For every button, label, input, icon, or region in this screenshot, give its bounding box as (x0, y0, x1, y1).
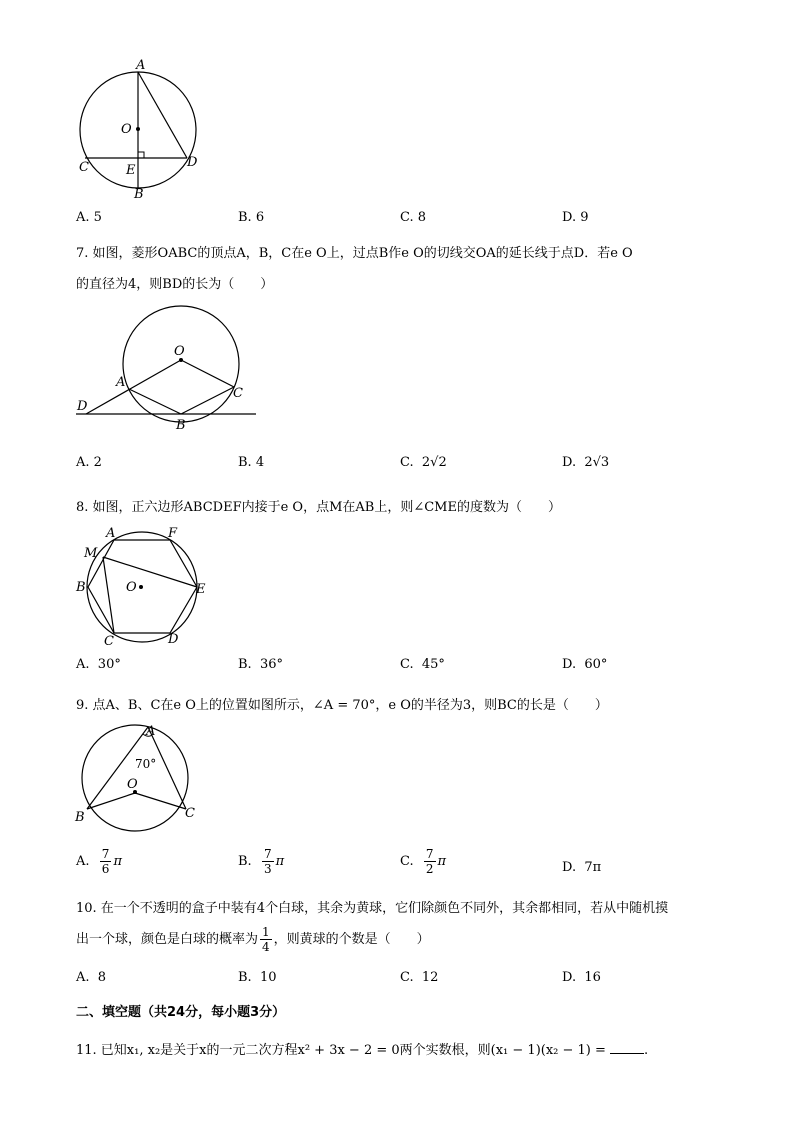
q8-stem-line1: 8. 如图，正六边形ABCDEF内接于e O，点M在AB上，则∠CME的度数为（ ） (76, 500, 561, 515)
q8-label-o: O (126, 580, 137, 595)
q7-option-c[interactable]: C. 2√2 (400, 455, 447, 470)
q8-label-m: M (84, 546, 98, 561)
q7-label-a: A (116, 375, 126, 390)
q6-label-a: A (136, 58, 146, 73)
q9-figure (72, 722, 207, 837)
q8-label-c: C (104, 634, 114, 649)
q7-label-o: O (174, 344, 185, 359)
q8-option-b[interactable]: B. 36° (238, 657, 283, 672)
q8-label-e: E (196, 582, 206, 597)
q7-option-b[interactable]: B. 4 (238, 455, 265, 470)
q7-label-d: D (77, 399, 88, 414)
q8-option-d[interactable]: D. 60° (562, 657, 608, 672)
q9-label-b: B (75, 810, 85, 825)
q9-label-c: C (185, 806, 195, 821)
q8-label-a: A (106, 526, 116, 541)
q11-stem: 11. 已知x₁, x₂是关于x的一元二次方程x² + 3x − 2 = 0两个实数根，则(x₁ − 1)(x₂ − 1) = . (76, 1043, 649, 1058)
q11-answer-blank[interactable] (610, 1041, 644, 1054)
q9-option-b[interactable]: B. $\frac{7}{3}$ π (238, 847, 285, 876)
q7-figure (72, 295, 262, 435)
q9-option-c[interactable]: C. $\frac{7}{2}$ π (400, 847, 447, 876)
q6-label-d: D (187, 155, 198, 170)
q8-option-c[interactable]: C. 45° (400, 657, 445, 672)
q6-label-c: C (79, 160, 89, 175)
q6-label-b: B (134, 187, 144, 202)
q10-stem-line1: 10. 在一个不透明的盒子中装有4个白球，其余为黄球，它们除颜色不同外，其余都相同，若从中随机摸 (76, 901, 669, 916)
q8-label-d: D (168, 632, 179, 647)
q6-option-c[interactable]: C. 8 (400, 210, 427, 225)
q7-option-d[interactable]: D. 2√3 (562, 455, 610, 470)
q10-option-a[interactable]: A. 8 (76, 970, 107, 985)
q6-option-b[interactable]: B. 6 (238, 210, 265, 225)
q10-option-b[interactable]: B. 10 (238, 970, 277, 985)
q10-stem-line2: 出一个球，颜色是白球的概率为 $\frac{1}{4}$ ，则黄球的个数是（ ） (76, 925, 430, 954)
q7-option-a[interactable]: A. 2 (76, 455, 102, 470)
q10-option-d[interactable]: D. 16 (562, 970, 601, 985)
q9-label-a: A (146, 724, 156, 739)
q9-stem-line1: 9. 点A、B、C在e O上的位置如图所示，∠A = 70°，e O的半径为3，则BC的长是（ ） (76, 698, 608, 713)
q9-option-d[interactable]: D. 7π (562, 860, 602, 875)
q9-option-a[interactable]: A. $\frac{7}{6}$ π (76, 847, 122, 876)
q8-label-f: F (168, 526, 178, 541)
section-title: 二、填空题（共24分，每小题3分） (76, 1005, 286, 1020)
q8-label-b: B (76, 580, 86, 595)
q8-option-a[interactable]: A. 30° (76, 657, 121, 672)
q9-label-angle: 70° (135, 757, 157, 771)
q6-label-o: O (121, 122, 132, 137)
q7-stem-line2: 的直径为4，则BD的长为（ ） (76, 277, 274, 292)
q8-figure (74, 525, 214, 650)
q9-label-o: O (127, 777, 138, 792)
q7-stem-line1: 7. 如图，菱形OABC的顶点A，B，C在e O上，过点B作e O的切线交OA的延长线于点D．若e O (76, 246, 633, 261)
q6-figure (75, 58, 215, 203)
q7-label-c: C (233, 386, 243, 401)
q10-option-c[interactable]: C. 12 (400, 970, 439, 985)
q6-option-a[interactable]: A. 5 (76, 210, 102, 225)
q6-label-e: E (126, 163, 136, 178)
q7-label-b: B (176, 418, 186, 433)
q6-option-d[interactable]: D. 9 (562, 210, 589, 225)
